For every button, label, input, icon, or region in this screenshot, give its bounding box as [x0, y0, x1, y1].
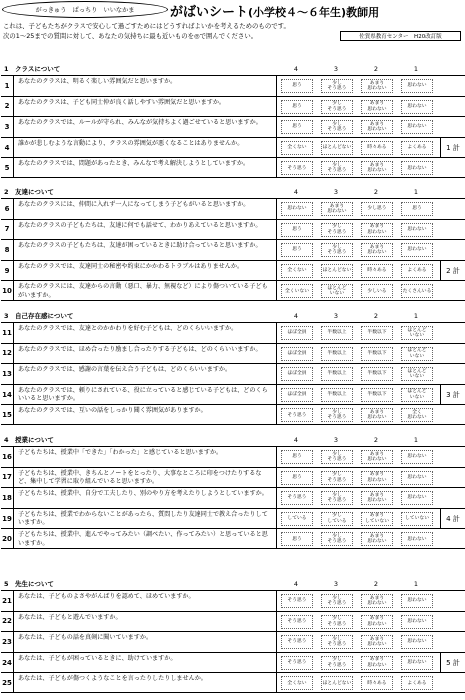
answer-option[interactable]: 思わない: [401, 471, 433, 485]
section-header: [1, 307, 465, 322]
answer-option[interactable]: 思わない: [401, 450, 433, 464]
answer-option[interactable]: あまり 思わない: [361, 594, 393, 608]
question-number: 16: [1, 447, 14, 467]
column-number: 4: [293, 312, 299, 320]
answer-option[interactable]: 時々ある: [361, 676, 393, 690]
column-number: 1: [413, 312, 419, 320]
section-3: [1, 307, 465, 425]
column-number: 4: [293, 436, 299, 444]
question-text: あなたは、子どもの話を真剣に聞いていますか。: [18, 634, 153, 642]
answer-option[interactable]: 思う: [281, 471, 313, 485]
section-total: 3 計: [440, 385, 465, 405]
question-text: 誰かが悲しむような言動により、クラスの雰囲気が悪くなることはありませんか。: [18, 139, 244, 147]
question-row: [1, 198, 465, 219]
question-row: [1, 239, 465, 260]
answer-option[interactable]: よくある: [401, 264, 433, 278]
answer-option[interactable]: 思わない: [401, 594, 433, 608]
question-row: [1, 363, 465, 384]
question-text: あなたのクラスでは、頼りにされている、役に立っていると感じている子どもは、どのくらいいると思いますか。: [18, 386, 268, 403]
question-row: [1, 508, 465, 529]
question-number: 24: [1, 653, 14, 673]
answer-option[interactable]: あまり 思わない: [361, 471, 393, 485]
section-title: 3 自己存在感について: [4, 312, 74, 320]
question-number: 15: [1, 405, 14, 424]
answer-options: [276, 281, 438, 300]
question-text: あなたのクラスでは、感謝の言葉を伝え合う子どもは、どのくらいいますか。: [18, 366, 232, 374]
answer-option[interactable]: 少し そう思う: [321, 594, 353, 608]
answer-option[interactable]: 少し そう思う: [321, 471, 353, 485]
answer-option[interactable]: そう思う: [281, 615, 313, 629]
question-text: あなたのクラスでは、問題があったとき、みんなで考え解決しようとしていますか。: [18, 160, 250, 168]
question-number: 4: [1, 138, 14, 158]
question-row: [1, 96, 465, 117]
section-header: [1, 431, 465, 446]
answer-option[interactable]: 思わない: [401, 243, 433, 257]
answer-option[interactable]: あまり 思わない: [361, 615, 393, 629]
question-number: 20: [1, 529, 14, 548]
question-number: 14: [1, 385, 14, 405]
answer-options: [276, 509, 438, 529]
section-2: [1, 183, 465, 301]
answer-options: [276, 199, 438, 219]
answer-option[interactable]: あまり 思わない: [361, 656, 393, 670]
column-number: 1: [413, 580, 419, 588]
question-number: 1: [1, 76, 14, 96]
section-title: 1 クラスについて: [4, 65, 61, 73]
question-number: 6: [1, 199, 14, 219]
section-total: 1 計: [440, 138, 465, 158]
answer-option[interactable]: あまり 思わない: [361, 120, 393, 134]
answer-options: [276, 138, 438, 158]
column-number: 1: [413, 65, 419, 73]
answer-option[interactable]: 少し そう思う: [321, 450, 353, 464]
answer-option[interactable]: ほぼ全員: [281, 326, 313, 340]
answer-option[interactable]: そう思う: [281, 408, 313, 422]
answer-option[interactable]: 半数以上: [321, 326, 353, 340]
answer-option[interactable]: 全く 思わない: [401, 408, 433, 422]
answer-option[interactable]: 半数以下: [361, 388, 393, 402]
question-row: [1, 219, 465, 240]
column-number: 3: [333, 188, 339, 196]
answer-option[interactable]: あまり 思わない: [361, 161, 393, 175]
answer-options: [276, 344, 438, 364]
answer-option[interactable]: 思う: [281, 120, 313, 134]
section-total: 2 計: [440, 261, 465, 281]
answer-option[interactable]: そう思う: [281, 656, 313, 670]
question-text: あなたのクラスの子どもたちは、友達が困っているときに助け合っていると思いますか。: [18, 242, 262, 250]
column-number: 1: [413, 188, 419, 196]
column-number: 4: [293, 188, 299, 196]
answer-option[interactable]: ほとんどない: [321, 264, 353, 278]
question-text: あなたのクラスには、仲間に入れず一人になってしまう子どもがいると思いますか。: [18, 201, 250, 208]
answer-option[interactable]: 時々ある: [361, 141, 393, 155]
answer-option[interactable]: ほとんどない: [321, 141, 353, 155]
answer-option[interactable]: あまり 思わない: [361, 223, 393, 237]
question-number: 17: [1, 468, 14, 488]
question-row: [1, 487, 465, 508]
answer-option[interactable]: 少し そう思う: [321, 243, 353, 257]
answer-option[interactable]: ほとんどない: [321, 676, 353, 690]
answer-option[interactable]: あまり 思わない: [361, 491, 393, 505]
question-row: [1, 528, 465, 549]
column-number: 1: [413, 436, 419, 444]
question-row: [1, 672, 465, 693]
answer-option[interactable]: 思わない: [401, 532, 433, 546]
answer-option[interactable]: 思わない: [401, 223, 433, 237]
answer-option[interactable]: 全くない: [281, 264, 313, 278]
answer-options: [276, 76, 438, 96]
section-header: [1, 60, 465, 75]
answer-option[interactable]: あまり 思わない: [361, 532, 393, 546]
answer-option[interactable]: 思わない: [401, 161, 433, 175]
answer-option[interactable]: 思わない: [401, 100, 433, 114]
answer-options: [276, 612, 438, 632]
title-main: がばいシート: [170, 5, 249, 20]
answer-option[interactable]: 思う: [401, 202, 433, 216]
column-number: 3: [333, 312, 339, 320]
question-text: 子どもたちは、授業中、進んでやってみたい（調べたい、作ってみたい）と思っていると思いますか。: [18, 531, 268, 547]
answer-options: [276, 405, 438, 424]
column-number: 2: [373, 312, 379, 320]
answer-option[interactable]: ほとんど いない: [321, 284, 353, 298]
answer-option[interactable]: ほぼ全員: [281, 347, 313, 361]
column-number: 3: [333, 436, 339, 444]
answer-option[interactable]: 少し そう思う: [321, 120, 353, 134]
answer-option[interactable]: あまり 思わない: [361, 79, 393, 93]
answer-options: [276, 97, 438, 117]
question-text: あなたは、子どものよさやがんばりを認めて、ほめていますか。: [18, 593, 195, 600]
question-row: [1, 467, 465, 488]
column-number: 2: [373, 188, 379, 196]
question-number: 22: [1, 612, 14, 632]
question-text: あなたのクラスは、明るく楽しい雰囲気だと思いますか。: [18, 78, 177, 85]
answer-option[interactable]: 思う: [281, 223, 313, 237]
answer-option[interactable]: あまり していない: [361, 512, 393, 526]
question-text: あなたのクラスには、友達からの言動（悪口、暴力、無視など）により傷ついている子どもがいますか。: [18, 283, 268, 299]
answer-option[interactable]: 思わない: [401, 491, 433, 505]
question-number: 2: [1, 97, 14, 117]
instruction-line-2: 次の1～25までの質問に対して、あなたの気持ちに最も近いものを◎で囲んでください。: [3, 32, 258, 40]
column-number: 3: [333, 65, 339, 73]
instruction-line-1: これは、子どもたちがクラスで安心して過ごすためにはどうすればよいかを考えるためのものです。: [3, 22, 290, 30]
section-5: [1, 575, 465, 693]
answer-options: [276, 447, 438, 467]
answer-option[interactable]: 半数以上: [321, 347, 353, 361]
answer-option[interactable]: 半数以上: [321, 388, 353, 402]
question-text: あなたのクラスでは、ほめ合ったり励まし合ったりする子どもは、どのくらいいますか。: [18, 345, 262, 353]
answer-option[interactable]: ほとんど いない: [401, 326, 433, 340]
question-row: [1, 280, 465, 301]
answer-option[interactable]: ほぼ全員: [281, 367, 313, 381]
answer-option[interactable]: 時々ある: [361, 264, 393, 278]
answer-option[interactable]: あまり 思わない: [361, 100, 393, 114]
section-1: [1, 60, 465, 178]
answer-option[interactable]: 少し そう思う: [321, 635, 353, 649]
question-text: あなたは、子どもが傷つくようなことを言ったりしたりしませんか。: [18, 675, 207, 683]
answer-option[interactable]: よくある: [401, 141, 433, 155]
answer-option[interactable]: 全くない: [281, 676, 313, 690]
answer-option[interactable]: 思わない: [401, 615, 433, 629]
question-row: [1, 404, 465, 425]
question-number: 23: [1, 632, 14, 652]
answer-option[interactable]: 思う: [281, 450, 313, 464]
answer-option[interactable]: ほとんど いない: [401, 347, 433, 361]
answer-option[interactable]: 少し そう思う: [321, 532, 353, 546]
section-header: [1, 575, 465, 590]
answer-option[interactable]: あまり 思わない: [361, 635, 393, 649]
question-row: [1, 384, 465, 405]
answer-option[interactable]: していない: [401, 512, 433, 526]
question-row: [1, 611, 465, 632]
question-text: あなたのクラスでは、互いの話をしっかり聞く雰囲気がありますか。: [18, 407, 207, 415]
answer-option[interactable]: ほぼ全員: [281, 388, 313, 402]
answer-option[interactable]: 思わない: [401, 79, 433, 93]
question-text: あなたのクラスの子どもたちは、友達に何でも話せて、わかりあえていると思いますか。: [18, 221, 262, 229]
answer-option[interactable]: 少し そう思う: [321, 656, 353, 670]
answer-option[interactable]: 半数以下: [361, 367, 393, 381]
answer-option[interactable]: している: [281, 512, 313, 526]
slogan-banner: がっきゅう ぱっちり いいなかま: [2, 1, 168, 18]
answer-options: [276, 529, 438, 548]
answer-option[interactable]: 少し そう思う: [321, 223, 353, 237]
column-number: 2: [373, 580, 379, 588]
answer-options: [276, 323, 438, 343]
section-header: [1, 183, 465, 198]
answer-option[interactable]: 思う: [281, 532, 313, 546]
question-text: あなたは、子どもが困っているときに、助けていますか。: [18, 654, 177, 662]
answer-option[interactable]: 少し そう思う: [321, 491, 353, 505]
question-text: あなたのクラスは、子ども同士仲が良く話しやすい雰囲気だと思いますか。: [18, 98, 226, 106]
organization-label: 佐賀県教育センター H20改訂版: [340, 31, 461, 41]
answer-option[interactable]: 思わない: [401, 120, 433, 134]
question-number: 18: [1, 488, 14, 508]
question-row: [1, 75, 465, 96]
question-number: 8: [1, 240, 14, 260]
answer-options: [276, 632, 438, 652]
answer-option[interactable]: あまり 思わない: [361, 243, 393, 257]
answer-option[interactable]: 少し そう思う: [321, 408, 353, 422]
answer-option[interactable]: 思わない: [281, 202, 313, 216]
question-number: 19: [1, 509, 14, 529]
question-text: あなたのクラスでは、友達とのかかわりを好む子どもは、どのくらいいますか。: [18, 325, 238, 332]
answer-options: [276, 468, 438, 488]
answer-option[interactable]: そう思う: [281, 491, 313, 505]
question-text: 子どもたちは、授業中、きちんとノートをとったり、大事なところに印をつけたりするなど、集中して学習に取り組んでいると思いますか。: [18, 469, 262, 485]
question-text: あなたのクラスでは、ルールが守られ、みんなが気持ちよく過ごせていると思いますか。: [18, 119, 262, 127]
answer-options: [276, 488, 438, 508]
question-text: あなたは、子どもと遊んでいますか。: [18, 613, 122, 621]
section-total: 4 計: [440, 509, 465, 529]
answer-options: [276, 220, 438, 240]
answer-option[interactable]: 思わない: [401, 656, 433, 670]
sheet-title: [170, 1, 379, 20]
section-total: 5 計: [440, 653, 465, 673]
answer-options: [276, 240, 438, 260]
answer-option[interactable]: そう思う: [281, 594, 313, 608]
question-row: [1, 631, 465, 652]
section-title: 5 先生について: [4, 580, 54, 588]
question-number: 7: [1, 220, 14, 240]
answer-options: [276, 261, 438, 281]
answer-options: [276, 364, 438, 384]
question-row: [1, 343, 465, 364]
section-title: 4 授業について: [4, 436, 54, 444]
question-row: [1, 322, 465, 343]
answer-option[interactable]: 少し そう思う: [321, 79, 353, 93]
answer-option[interactable]: 思う: [281, 79, 313, 93]
instructions: [3, 21, 333, 41]
question-text: 子どもたちは、授業中、自分で工夫したり、別のやり方を考えたりしようとしていますか。: [18, 490, 268, 498]
question-number: 10: [1, 281, 14, 300]
answer-option[interactable]: あまり 思わない: [361, 450, 393, 464]
question-row: [1, 446, 465, 467]
answer-options: [276, 591, 438, 611]
answer-option[interactable]: 少し そう思う: [321, 100, 353, 114]
answer-option[interactable]: 思う: [281, 243, 313, 257]
question-row: [1, 590, 465, 611]
question-row: [1, 116, 465, 137]
question-number: 5: [1, 158, 14, 177]
answer-options: [276, 158, 438, 177]
question-text: あなたのクラスでは、友達同士の秘密や約束にかかわるトラブルはありませんか。: [18, 262, 244, 270]
answer-option[interactable]: よくある: [401, 676, 433, 690]
answer-option[interactable]: そう思う: [281, 161, 313, 175]
answer-option[interactable]: たくさんいる: [401, 284, 433, 298]
answer-option[interactable]: 少し している: [321, 512, 353, 526]
column-number: 2: [373, 65, 379, 73]
column-number: 4: [293, 65, 299, 73]
section-title: 2 友達について: [4, 188, 54, 196]
question-number: 3: [1, 117, 14, 137]
title-sub: (小学校４～６年生)教師用: [248, 6, 380, 19]
question-number: 11: [1, 323, 14, 343]
answer-options: [276, 673, 438, 692]
column-number: 3: [333, 580, 339, 588]
answer-option[interactable]: 少し そう思う: [321, 161, 353, 175]
answer-option[interactable]: 全くない: [281, 141, 313, 155]
question-number: 21: [1, 591, 14, 611]
question-row: [1, 652, 465, 673]
answer-option[interactable]: ほとんど いない: [401, 388, 433, 402]
answer-option[interactable]: ほとんど いない: [401, 367, 433, 381]
question-row: [1, 137, 465, 158]
answer-options: [276, 117, 438, 137]
question-number: 9: [1, 261, 14, 281]
section-4: [1, 431, 465, 549]
answer-options: [276, 653, 438, 673]
answer-options: [276, 385, 438, 405]
answer-option[interactable]: 半数以下: [361, 326, 393, 340]
answer-option[interactable]: 全くいない: [281, 284, 313, 298]
answer-option[interactable]: 少し思う: [361, 202, 393, 216]
question-row: [1, 260, 465, 281]
question-number: 25: [1, 673, 14, 692]
question-text: 子どもたちは、授業でわからないことがあったら、質問したり友達同士で教え合ったりしていますか。: [18, 510, 268, 527]
answer-option[interactable]: 半数以下: [361, 347, 393, 361]
question-text: 子どもたちは、授業中「できた」「わかった」と感じていると思いますか。: [18, 449, 223, 456]
column-number: 4: [293, 580, 299, 588]
question-number: 12: [1, 344, 14, 364]
question-row: [1, 157, 465, 178]
answer-option[interactable]: あまり 思わない: [321, 202, 353, 216]
answer-option[interactable]: 半数以上: [321, 367, 353, 381]
answer-option[interactable]: 思わない: [401, 635, 433, 649]
column-number: 2: [373, 436, 379, 444]
question-number: 13: [1, 364, 14, 384]
sheet-header: [0, 0, 465, 60]
answer-option[interactable]: そう思う: [281, 635, 313, 649]
answer-option[interactable]: 少し そう思う: [321, 615, 353, 629]
answer-option[interactable]: あまり 思わない: [361, 408, 393, 422]
answer-option[interactable]: 少しいる: [361, 284, 393, 298]
answer-option[interactable]: 思う: [281, 100, 313, 114]
